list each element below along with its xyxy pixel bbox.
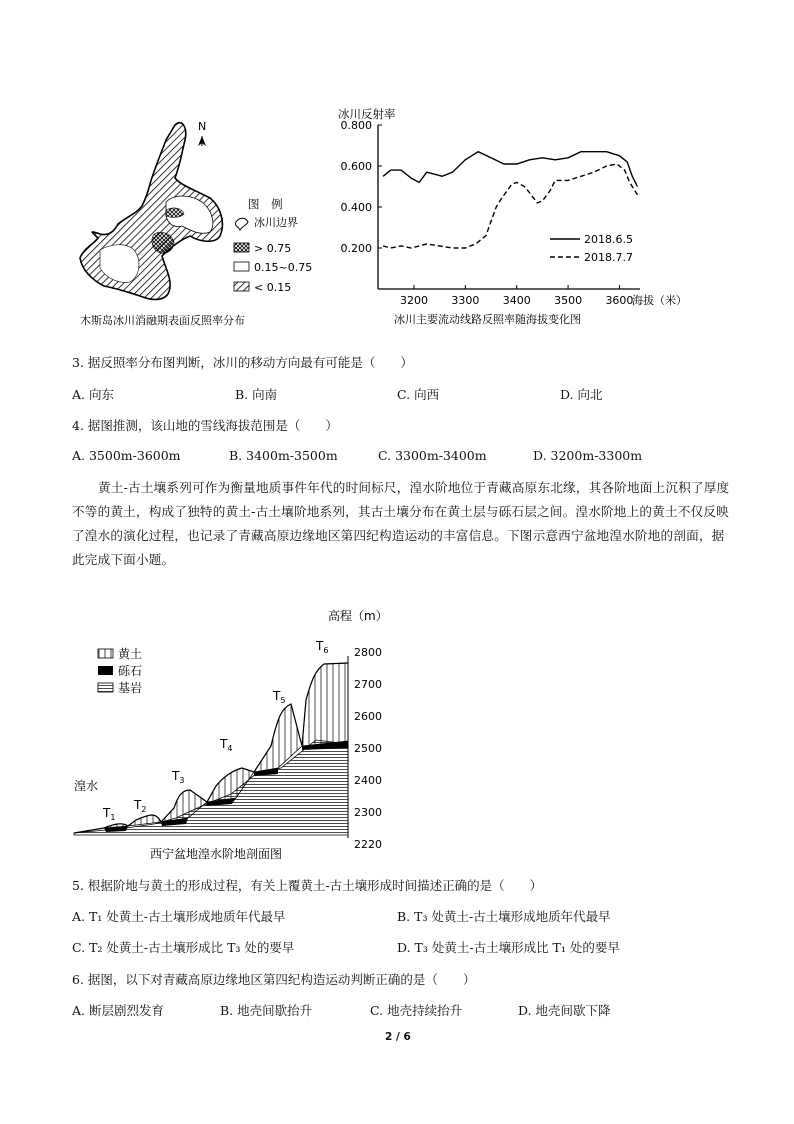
y-tick-label: 0.800: [340, 119, 372, 132]
x-tick-label: 3300: [451, 294, 480, 307]
x-tick-label: 3600: [605, 294, 634, 307]
reading-passage: 黄土-古土壤系列可作为衡量地质事件年代的时间标尺，湟水阶地位于青藏高原东北缘，其各阶地面上沉积了厚度不等的黄土，构成了独特的黄土-古土壤阶地系列，其古土壤分布在黄土层与砾石层之间。湟水阶地上的黄土不仅反映了湟水的演化过程，也记录了青藏高原边缘地区第四纪构造运动的丰富信息。下图示意西宁盆地湟水阶地的剖面，据此完成下面小题。: [72, 480, 730, 567]
legend-item-high: > 0.75: [254, 242, 292, 255]
terrace-label-t5: $T_5$: [273, 689, 286, 705]
q3-option-d[interactable]: D. 向北: [560, 387, 603, 402]
elev-tick: 2300: [354, 806, 382, 819]
legend-title: 图 例: [248, 197, 287, 211]
q5-option-b[interactable]: B. T₃ 处黄土-古土壤形成地质年代最早: [397, 909, 611, 924]
elev-tick: 2220: [354, 838, 382, 851]
albedo-map-figure: [70, 110, 330, 330]
fig3-caption: 西宁盆地湟水阶地剖面图: [150, 847, 283, 861]
x-tick-label: 3200: [399, 294, 428, 307]
q5-option-d[interactable]: D. T₃ 处黄土-古土壤形成比 T₁ 处的要早: [397, 940, 620, 955]
terrace-label-t3: $T_3$: [172, 769, 185, 785]
y-tick-label: 0.200: [340, 242, 372, 255]
elev-tick: 2500: [354, 742, 382, 755]
legend-item-low: < 0.15: [254, 281, 292, 294]
page-number: 2 / 6: [385, 1031, 411, 1043]
y-tick-label: 0.600: [340, 160, 372, 173]
legend-item-boundary: 冰川边界: [254, 216, 298, 229]
q3-option-b[interactable]: B. 向南: [235, 387, 278, 402]
q4-option-d[interactable]: D. 3200m-3300m: [533, 448, 643, 463]
bedrock-swatch: [98, 683, 113, 692]
terrace-label-t2: $T_2$: [134, 798, 147, 814]
legend-series-1: 2018.6.5: [584, 233, 633, 246]
terrace-label-t6: $T_6$: [316, 639, 329, 655]
terrace-profile-figure: [66, 600, 396, 868]
boundary-legend-icon: [235, 218, 248, 230]
chart-ylabel: 冰川反射率: [338, 107, 396, 121]
elevation-ticks: [354, 646, 382, 851]
x-tick-label: 3400: [502, 294, 531, 307]
legend-gravel: 砾石: [118, 664, 143, 678]
elev-tick: 2800: [354, 646, 382, 659]
q3-option-c[interactable]: C. 向西: [397, 387, 440, 402]
albedo-elevation-chart: [330, 100, 710, 335]
q4-option-b[interactable]: B. 3400m-3500m: [229, 448, 338, 463]
legend-bedrock: 基岩: [118, 681, 143, 695]
q4-stem: 4. 据图推测，该山地的雪线海拔范围是（ ）: [72, 418, 338, 433]
q4-option-a[interactable]: A. 3500m-3600m: [72, 448, 181, 463]
q5-option-c[interactable]: C. T₂ 处黄土-古土壤形成比 T₃ 处的要早: [72, 940, 295, 955]
q6-option-b[interactable]: B. 地壳间歇抬升: [220, 1003, 313, 1018]
q6-option-a[interactable]: A. 断层剧烈发育: [72, 1003, 164, 1018]
elev-tick: 2400: [354, 774, 382, 787]
legend-loess: 黄土: [118, 647, 143, 661]
legend-series-2: 2018.7.7: [584, 251, 633, 264]
q4-option-c[interactable]: C. 3300m-3400m: [378, 448, 487, 463]
q5-option-a[interactable]: A. T₁ 处黄土-古土壤形成地质年代最早: [72, 909, 286, 924]
x-tick-label: 3500: [554, 294, 583, 307]
diagonal-swatch: [234, 282, 249, 291]
gravel-swatch: [98, 666, 113, 675]
loess-swatch: [98, 649, 113, 658]
elev-tick: 2700: [354, 678, 382, 691]
chart-caption: 冰川主要流动线路反照率随海拔变化图: [394, 313, 581, 326]
fig1-caption: 木斯岛冰川消融期表面反照率分布: [80, 314, 245, 327]
elev-tick: 2600: [354, 710, 382, 723]
terrace-label-t4: $T_4$: [220, 737, 233, 753]
q6-option-c[interactable]: C. 地壳持续抬升: [370, 1003, 463, 1018]
q3-stem: 3. 据反照率分布图判断，冰川的移动方向最有可能是（ ）: [72, 355, 413, 370]
y-tick-label: 0.400: [340, 201, 372, 214]
legend-item-mid: 0.15~0.75: [254, 261, 313, 274]
q5-stem: 5. 根据阶地与黄土的形成过程，有关上覆黄土-古土壤形成时间描述正确的是（ ）: [72, 878, 543, 893]
north-label: N: [198, 120, 207, 133]
crosshatch-swatch: [234, 243, 249, 252]
q6-stem: 6. 据图，以下对青藏高原边缘地区第四纪构造运动判断正确的是（ ）: [72, 972, 476, 987]
blank-swatch: [234, 262, 249, 271]
terrace-label-t1: $T_1$: [103, 806, 116, 822]
chart-xlabel: 海拔（米）: [632, 294, 687, 307]
q3-option-a[interactable]: A. 向东: [72, 387, 114, 402]
q6-option-d[interactable]: D. 地壳间歇下降: [518, 1003, 611, 1018]
elevation-axis-title: 高程（m）: [328, 609, 388, 623]
river-label: 湟水: [74, 779, 99, 793]
